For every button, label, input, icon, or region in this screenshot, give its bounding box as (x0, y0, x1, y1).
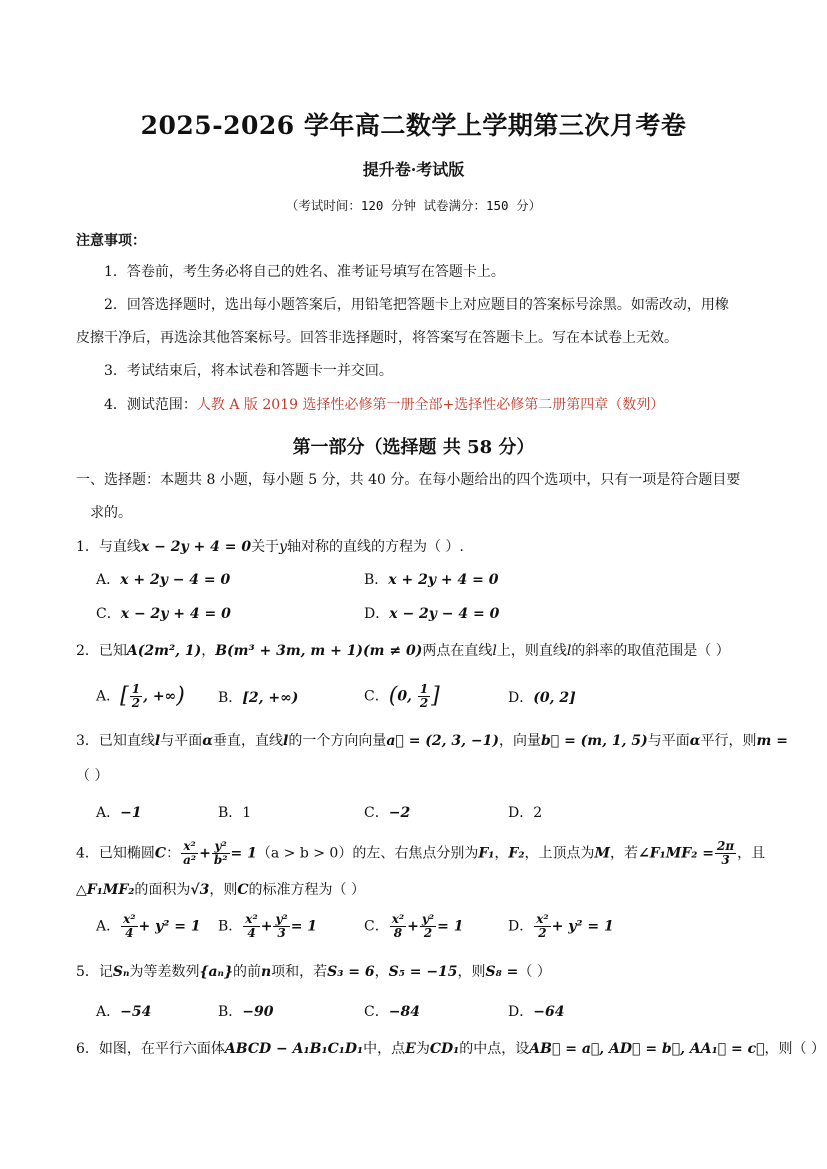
numerator: 1 (419, 682, 429, 696)
option-label: A． (96, 688, 121, 705)
option-value: x + 2y + 4 = 0 (388, 572, 499, 588)
q2-option-a (96, 683, 185, 710)
math-expression: ∠F₁MF₂ = (638, 845, 714, 862)
text: 的中点，设 (459, 1041, 530, 1057)
q5-option-b (218, 1002, 274, 1022)
text: 已知椭圆 (98, 845, 155, 862)
math-expression: A(2m², 1) (126, 643, 202, 659)
fraction (418, 683, 430, 710)
fraction (534, 913, 550, 940)
numerator: y² (212, 840, 230, 854)
option-value: , +∞ (143, 688, 177, 705)
denominator: 3 (721, 853, 730, 867)
condition: （a > b > 0） (256, 845, 353, 862)
fraction (212, 840, 230, 867)
denominator: 4 (125, 926, 134, 940)
denominator: a² (183, 853, 197, 867)
option-value: −54 (120, 1004, 152, 1020)
bracket: ] (431, 683, 440, 709)
text: ， (374, 964, 389, 980)
fraction (420, 913, 436, 940)
option-value: −84 (388, 1004, 420, 1020)
numerator: 2π (716, 839, 735, 853)
question-number: 5． (76, 964, 99, 980)
option-value: 0, (397, 688, 417, 705)
fraction (390, 913, 406, 940)
note-item-2-line-1: 2．回答选择题时，选出每小题答案后，用铅笔把答题卡上对应题目的答案标号涂黑。如需改动，用橡 (104, 297, 729, 313)
option-label: C． (364, 918, 389, 935)
question-3-paren: （ ） (76, 768, 109, 784)
option-label: A． (96, 918, 121, 935)
math-var: l (566, 643, 572, 659)
denominator: 8 (393, 926, 403, 940)
text: ， (201, 643, 216, 659)
text: 两点在直线 (422, 643, 493, 659)
math-var: F₁ (478, 845, 495, 862)
text: 的标准方程为（ ） (248, 882, 365, 898)
math-expression: ABCD − A₁B₁C₁D₁ (224, 1041, 364, 1057)
text: ，且 (737, 845, 766, 862)
question-number: 2． (76, 643, 99, 659)
fraction (243, 913, 259, 940)
denominator: 2 (423, 926, 433, 940)
text: 的一个方向向量 (288, 733, 387, 749)
option-value: −64 (533, 1004, 565, 1020)
numerator: 1 (131, 682, 141, 696)
math-expression: S₃ = 6 (327, 964, 375, 980)
question-3-stem (76, 731, 788, 751)
numerator: x² (245, 912, 258, 926)
fraction (715, 840, 736, 867)
option-label: B． (218, 1004, 243, 1020)
math-expression: S₅ = −15 (388, 964, 458, 980)
option-label: C． (364, 805, 389, 821)
option-value: + y² = 1 (138, 918, 201, 935)
text: ，则 (209, 882, 238, 898)
text: ，向量 (499, 733, 542, 749)
option-value: −2 (388, 805, 411, 821)
question-6-stem (76, 1039, 825, 1059)
option-label: A． (96, 805, 121, 821)
question-4-stem-line-1: 4．已知椭圆C： $\frac{\text{x²}}{\text{a²}}$ + $\frac{\text{y²}}{\text{b²}}$ = 1（a > b > 0）的左、右焦点分别为F₁，F₂，上顶点为M，若∠F₁MF₂ = $\frac{2\pi}{3}$ ，且 (76, 839, 766, 867)
text: 上，则直线 (496, 643, 567, 659)
math-var: α (689, 733, 701, 749)
denominator: 4 (247, 926, 256, 940)
math-expression: S₈ = (485, 964, 519, 980)
exam-subtitle: 提升卷·考试版 (362, 160, 465, 179)
numerator: x² (536, 912, 549, 926)
denominator: 2 (419, 696, 429, 710)
q4-option-c: C． $\frac{\text{x²}}{8}$ + $\frac{\text{y²}}{2}$ = 1 (364, 912, 464, 940)
text: ： (166, 845, 181, 862)
q1-option-d (364, 604, 499, 624)
q2-option-c (364, 683, 440, 710)
numerator: y² (275, 912, 288, 926)
note-item-1: 1．答卷前，考生务必将自己的姓名、准考证号填写在答题卡上。 (104, 264, 505, 280)
denominator: 2 (131, 696, 141, 710)
test-scope: 人教 A 版 2019 选择性必修第一册全部+选择性必修第二册第四章（数列） (196, 397, 665, 413)
section-intro-line-1: 一、选择题：本题共 8 小题，每小题 5 分，共 40 分。在每小题给出的四个选项中，只有一项是符合题目要 (76, 472, 741, 488)
math-var: M (594, 845, 610, 862)
option-value: + y² = 1 (551, 918, 614, 935)
bracket: [ (120, 683, 129, 709)
option-label: C． (364, 688, 389, 705)
math-var: l (492, 643, 497, 659)
text: 已知直线 (98, 733, 155, 749)
math-var: n (260, 964, 272, 980)
text: ，则 (457, 964, 486, 980)
question-4-stem-line-2 (76, 880, 365, 900)
q4-option-a (96, 913, 201, 940)
text: 与平面 (160, 733, 203, 749)
text: 已知 (98, 643, 127, 659)
text: （ ） (518, 964, 551, 980)
numerator: x² (391, 912, 405, 926)
q3-option-b (218, 803, 251, 823)
text: 的前 (232, 964, 261, 980)
text: 的左、右焦点分别为 (352, 845, 479, 862)
math-var: Sₙ (112, 964, 130, 980)
math-expression: m = (756, 733, 788, 749)
option-value: x − 2y − 4 = 0 (389, 606, 500, 622)
option-label: D． (508, 805, 534, 821)
bracket: ) (176, 683, 185, 709)
option-label: A． (96, 572, 121, 588)
math-var: E (405, 1041, 416, 1057)
exam-time-info: （考试时间：120 分钟 试卷满分：150 分） (285, 198, 542, 213)
option-value: = 1 (437, 918, 464, 935)
q4-option-b: B． $\frac{\text{x²}}{4}$ + $\frac{\text{y²}}{3}$ = 1 (218, 912, 318, 940)
option-label: D． (508, 690, 534, 706)
math-var: α (202, 733, 214, 749)
math-expression: x − 2y + 4 = 0 (140, 539, 252, 555)
option-value: x + 2y − 4 = 0 (120, 572, 231, 588)
text: 垂直，直线 (213, 733, 284, 749)
q3-option-a (96, 803, 142, 823)
denominator: 2 (538, 926, 547, 940)
math-var: F₂ (508, 845, 525, 862)
question-number: 4． (76, 845, 99, 862)
question-number: 1． (76, 539, 99, 555)
option-value: [2, +∞) (242, 690, 299, 706)
option-label: C． (364, 1004, 389, 1020)
numerator: y² (421, 912, 435, 926)
note-item-4 (104, 395, 664, 415)
note-item-4-prefix: 4．测试范围： (104, 397, 197, 413)
text: 项和，若 (271, 964, 328, 980)
text: 记 (98, 964, 113, 980)
question-number: 3． (76, 733, 99, 749)
fraction (121, 913, 137, 940)
section-intro-line-2: 求的。 (90, 505, 132, 521)
option-label: D． (364, 606, 390, 622)
math-expression: △F₁MF₂ (76, 882, 135, 898)
math-expression: √3 (190, 882, 210, 898)
option-label: B． (364, 572, 389, 588)
note-item-2-line-2: 皮擦干净后，再选涂其他答案标号。回答非选择题时，将答案写在答题卡上。写在本试卷上无效。 (76, 330, 678, 346)
text: ，若 (610, 845, 638, 862)
fraction (130, 683, 142, 710)
option-label: B． (218, 918, 243, 935)
question-5-stem (76, 962, 551, 982)
math-expression: {aₙ} (199, 964, 233, 980)
text: 轴对称的直线的方程为（ ）. (286, 539, 464, 555)
text: 平行，则 (700, 733, 757, 749)
denominator: 3 (277, 926, 286, 940)
fraction (273, 913, 289, 940)
option-label: B． (218, 690, 243, 706)
math-expression: = 1 (230, 845, 257, 862)
math-var: l (283, 733, 289, 749)
option-value: −1 (120, 805, 142, 821)
question-1-stem (76, 537, 464, 557)
math-expression: AB⃗ = a⃗, AD⃗ = b⃗, AA₁⃗ = c⃗ (529, 1041, 765, 1057)
math-var: CD₁ (429, 1041, 460, 1057)
math-var: C (237, 882, 249, 898)
notes-heading: 注意事项： (76, 233, 146, 249)
text: 关于 (251, 539, 280, 555)
option-value: (0, 2] (533, 690, 576, 706)
math-expression: a⃗ = (2, 3, −1) (386, 733, 500, 749)
denominator: b² (213, 853, 228, 867)
math-expression: b⃗ = (m, 1, 5) (541, 733, 648, 749)
option-value: x − 2y + 4 = 0 (120, 606, 231, 622)
option-label: D． (508, 1004, 534, 1020)
text: 与直线 (98, 539, 141, 555)
text: 为 (415, 1041, 430, 1057)
question-2-stem (76, 641, 730, 661)
option-value: 1 (242, 805, 252, 821)
q1-option-a (96, 570, 230, 590)
math-var: y (279, 539, 287, 555)
q5-option-c (364, 1002, 420, 1022)
numerator: x² (123, 912, 136, 926)
exam-title: 2025-2026 学年高二数学上学期第三次月考卷 (140, 111, 687, 140)
text: ，则（ ） (764, 1041, 825, 1057)
text: 如图，在平行六面体 (98, 1041, 225, 1057)
section-title: 第一部分（选择题 共 58 分） (292, 437, 535, 458)
option-label: B． (218, 805, 243, 821)
option-label: A． (96, 1004, 121, 1020)
q3-option-d (508, 803, 542, 823)
q2-option-b (218, 688, 298, 708)
q5-option-a (96, 1002, 151, 1022)
q5-option-d (508, 1002, 564, 1022)
q3-option-c (364, 803, 410, 823)
option-label: D． (508, 918, 534, 935)
numerator: x² (181, 840, 198, 854)
option-label: C． (96, 606, 121, 622)
q2-option-d (508, 688, 576, 708)
question-number: 6． (76, 1041, 99, 1057)
fraction (181, 840, 198, 867)
math-var: C (154, 845, 167, 862)
q1-option-b (364, 570, 498, 590)
text: 的斜率的取值范围是（ ） (571, 643, 730, 659)
math-expression: B(m³ + 3m, m + 1)(m ≠ 0) (215, 643, 423, 659)
text: ， (494, 845, 509, 862)
option-value: −90 (242, 1004, 274, 1020)
math-var: l (154, 733, 161, 749)
q4-option-d (508, 913, 614, 940)
text: 中，点 (363, 1041, 406, 1057)
option-value: = 1 (290, 918, 318, 935)
text: 的面积为 (134, 882, 191, 898)
text: ，上顶点为 (524, 845, 595, 862)
option-value: 2 (533, 805, 543, 821)
text: 为等差数列 (129, 964, 200, 980)
note-item-3: 3．考试结束后，将本试卷和答题卡一并交回。 (104, 363, 393, 379)
q1-option-c (96, 604, 231, 624)
text: 与平面 (647, 733, 690, 749)
bracket: ( (388, 683, 398, 709)
